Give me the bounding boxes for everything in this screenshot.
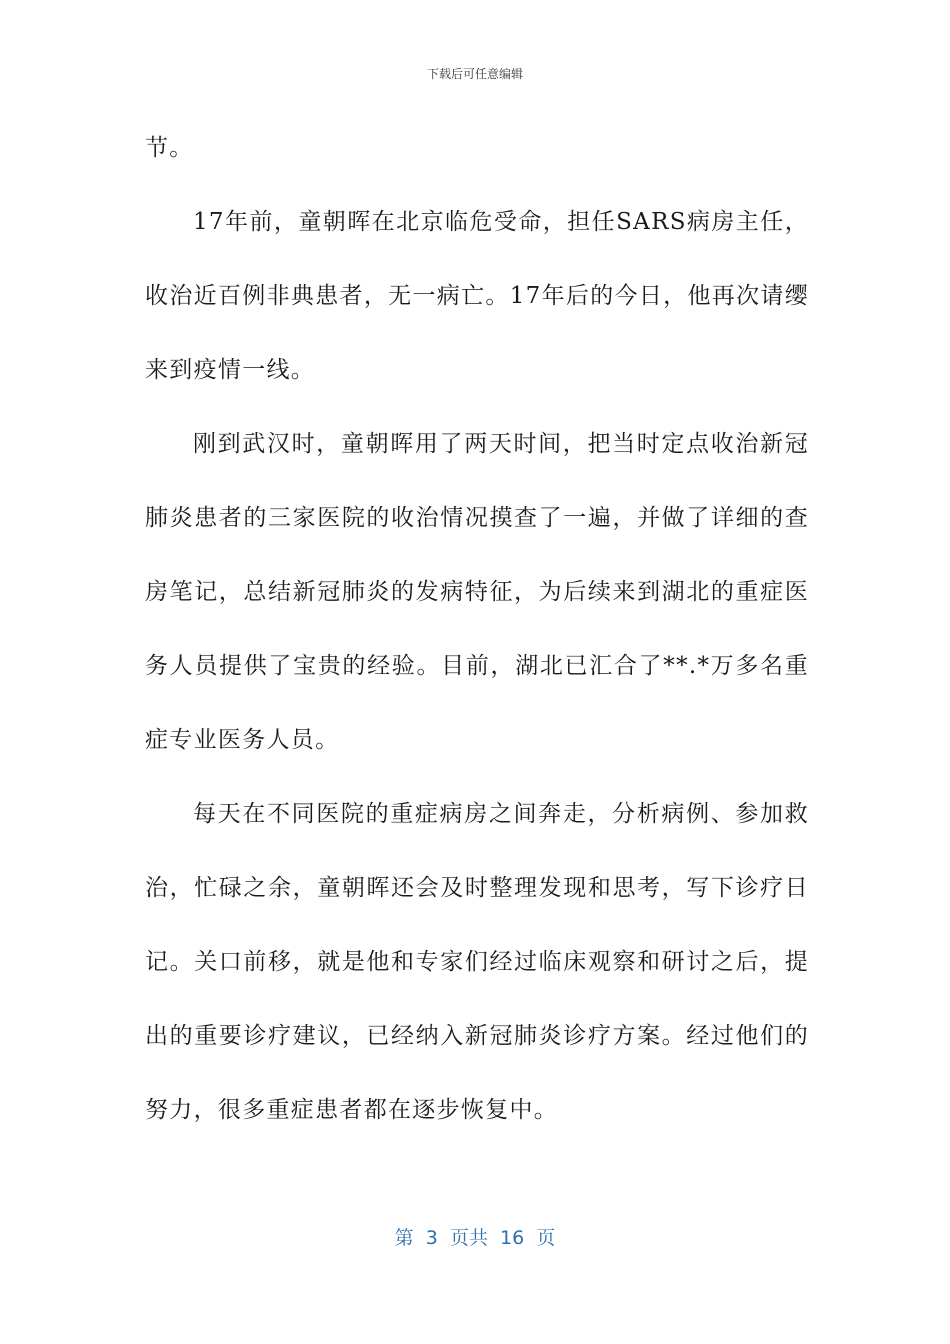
document-body — [145, 111, 809, 1147]
footer-middle: 页共 — [449, 1227, 488, 1249]
paragraph-4: 每天在不同医院的重症病房之间奔走，分析病例、参加救治，忙碌之余，童朝晖还会及时整理发现和思考，写下诊疗日记。关口前移，就是他和专家们经过临床观察和研讨之后，提出的重要诊疗建议，已经纳入新冠肺炎诊疗方案。经过他们的努力，很多重症患者都在逐步恢复中。 — [145, 801, 809, 1123]
footer-total-pages: 16 — [500, 1227, 525, 1249]
footer-suffix: 页 — [536, 1227, 556, 1249]
paragraph-1: 节。 — [145, 135, 194, 161]
page-header-note: 下载后可任意编辑 — [426, 67, 523, 81]
page-footer — [0, 1224, 950, 1252]
footer-prefix: 第 — [394, 1227, 414, 1249]
paragraph-2: 17年前，童朝晖在北京临危受命，担任SARS病房主任，收治近百例非典患者，无一病亡。17年后的今日，他再次请缨来到疫情一线。 — [145, 209, 809, 383]
footer-current-page: 3 — [425, 1227, 438, 1249]
paragraph-3: 刚到武汉时，童朝晖用了两天时间，把当时定点收治新冠肺炎患者的三家医院的收治情况摸查了一遍，并做了详细的查房笔记，总结新冠肺炎的发病特征，为后续来到湖北的重症医务人员提供了宝贵的经验。目前，湖北已汇合了**.*万多名重症专业医务人员。 — [145, 431, 809, 753]
